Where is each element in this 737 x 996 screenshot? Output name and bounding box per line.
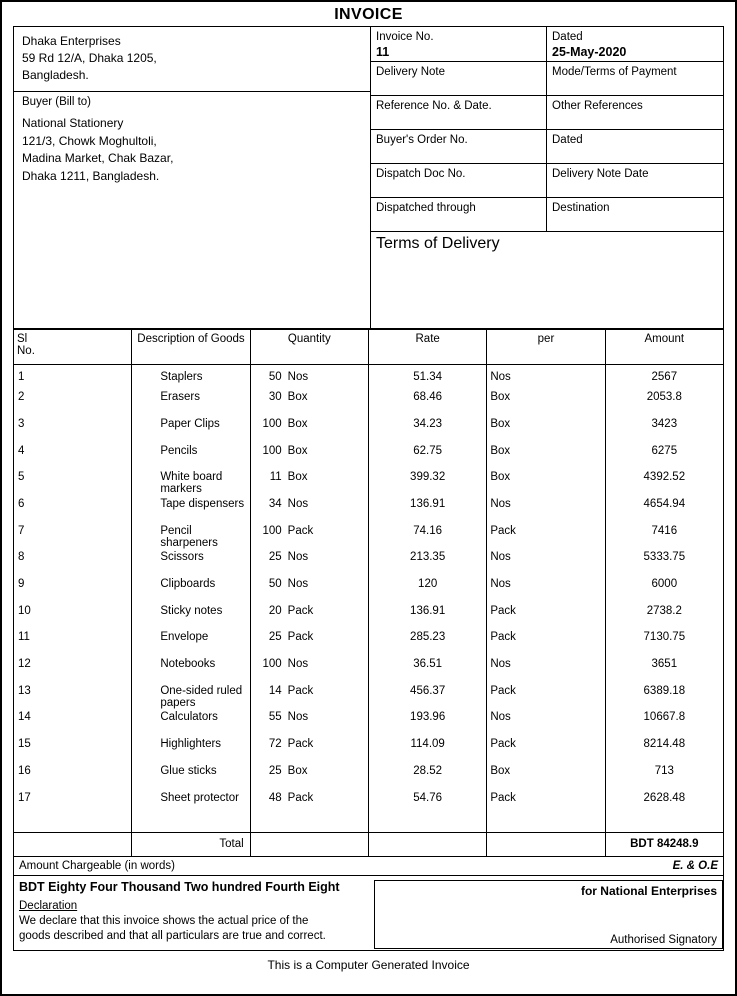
- spacer-cell-amount: [605, 818, 723, 832]
- field-buyers-order-no-label: Buyer's Order No.: [376, 134, 468, 146]
- row-quantity-unit: Box: [287, 391, 308, 404]
- row-sl-no: 8: [14, 551, 132, 578]
- reference-row-3: [371, 96, 723, 130]
- declaration-line-1: We declare that this invoice shows the actual price of the: [19, 914, 309, 927]
- row-quantity-number: 100: [262, 444, 282, 457]
- row-quantity-unit: Nos: [287, 497, 309, 510]
- row-sl-no: 10: [14, 605, 132, 632]
- row-quantity: [250, 445, 368, 472]
- field-order-dated: [547, 130, 723, 164]
- amount-chargeable-label: Amount Chargeable (in words): [19, 859, 175, 872]
- row-amount: 7130.75: [605, 631, 723, 658]
- total-cell-sl: [14, 832, 132, 856]
- row-quantity: [250, 578, 368, 605]
- buyer-address-box: [14, 92, 370, 328]
- field-invoice-no: [371, 27, 547, 62]
- table-row: [14, 658, 724, 685]
- reference-row-5: [371, 164, 723, 198]
- row-quantity-number: 25: [268, 551, 282, 564]
- row-amount: 6000: [605, 578, 723, 605]
- field-other-references: [547, 96, 723, 130]
- table-row: [14, 418, 724, 445]
- row-quantity-unit: Nos: [287, 658, 309, 671]
- row-sl-no: 17: [14, 792, 132, 819]
- row-description: Staplers: [132, 365, 250, 392]
- row-per-unit: Nos: [487, 658, 605, 685]
- line-items-header-row: [14, 330, 724, 365]
- field-delivery-note-label: Delivery Note: [376, 66, 446, 78]
- field-delivery-note-date: [547, 164, 723, 198]
- row-amount: 3423: [605, 418, 723, 445]
- total-cell-qty: [250, 832, 368, 856]
- row-quantity-unit: Box: [287, 417, 308, 430]
- row-sl-no: 14: [14, 711, 132, 738]
- row-rate: 34.23: [368, 418, 486, 445]
- row-rate: 62.75: [368, 445, 486, 472]
- total-cell-rate: [368, 832, 486, 856]
- row-quantity: [250, 391, 368, 418]
- field-terms-of-delivery: [371, 232, 723, 328]
- table-row: [14, 525, 724, 552]
- row-quantity: [250, 765, 368, 792]
- row-quantity-unit: Pack: [287, 631, 314, 644]
- page-title: INVOICE: [334, 6, 403, 23]
- row-description: Envelope: [132, 631, 250, 658]
- declaration-title: Declaration: [19, 899, 78, 912]
- row-amount: 7416: [605, 525, 723, 552]
- row-per-unit: Pack: [487, 631, 605, 658]
- table-row: [14, 365, 724, 392]
- table-row: [14, 765, 724, 792]
- row-sl-no: 1: [14, 365, 132, 392]
- table-row: [14, 578, 724, 605]
- row-quantity: [250, 631, 368, 658]
- authorised-signatory-label: Authorised Signatory: [610, 933, 717, 946]
- total-amount: BDT 84248.9: [605, 832, 723, 856]
- buyer-address-line-3: Dhaka 1211, Bangladesh.: [22, 168, 160, 183]
- row-description: Pencil sharpeners: [132, 525, 250, 552]
- column-header-per: per: [487, 330, 605, 365]
- row-quantity-number: 50: [268, 371, 282, 383]
- table-row: [14, 685, 724, 712]
- row-description: White board markers: [132, 471, 250, 498]
- column-header-sl-no: [14, 330, 132, 365]
- row-rate: 399.32: [368, 471, 486, 498]
- row-sl-no: 9: [14, 578, 132, 605]
- row-sl-no: 6: [14, 498, 132, 525]
- row-quantity-number: 11: [269, 471, 282, 484]
- row-per-unit: Pack: [487, 792, 605, 819]
- field-mode-terms-of-payment-label: Mode/Terms of Payment: [552, 66, 677, 78]
- row-per-unit: Box: [487, 418, 605, 445]
- row-quantity: [250, 551, 368, 578]
- row-rate: 285.23: [368, 631, 486, 658]
- seller-address-line-2: Bangladesh.: [22, 68, 89, 82]
- row-per-unit: Pack: [487, 525, 605, 552]
- row-rate: 114.09: [368, 738, 486, 765]
- line-items-footer: [14, 818, 724, 856]
- field-invoice-no-value: 11: [376, 45, 390, 59]
- row-amount: 713: [605, 765, 723, 792]
- row-description: Notebooks: [132, 658, 250, 685]
- row-quantity-number: 30: [268, 391, 282, 404]
- row-quantity-unit: Box: [287, 764, 308, 777]
- buyer-name: National Stationery: [22, 116, 124, 130]
- row-quantity: [250, 738, 368, 765]
- declaration-line-2: goods described and that all particulars are true and correct.: [19, 929, 326, 942]
- row-rate: 136.91: [368, 605, 486, 632]
- amount-chargeable-row: [13, 857, 724, 876]
- invoice-header-block: [13, 26, 724, 329]
- column-header-sl-line2: No.: [17, 345, 35, 357]
- row-rate: 74.16: [368, 525, 486, 552]
- row-rate: 51.34: [368, 365, 486, 392]
- row-description: Highlighters: [132, 738, 250, 765]
- row-per-unit: Nos: [487, 551, 605, 578]
- row-amount: 4392.52: [605, 471, 723, 498]
- total-label: Total: [132, 832, 250, 856]
- field-dispatched-through: [371, 198, 547, 232]
- spacer-cell-desc: [132, 818, 250, 832]
- row-amount: 6275: [605, 445, 723, 472]
- row-quantity-number: 100: [262, 658, 282, 671]
- row-per-unit: Box: [487, 391, 605, 418]
- table-row: [14, 738, 724, 765]
- field-delivery-note-date-label: Delivery Note Date: [552, 168, 649, 180]
- row-quantity-number: 72: [268, 738, 282, 751]
- field-dated-value: 25-May-2020: [552, 45, 627, 59]
- row-quantity-unit: Pack: [287, 604, 314, 617]
- field-buyers-order-no: [371, 130, 547, 164]
- row-amount: 2628.48: [605, 792, 723, 819]
- row-quantity: [250, 525, 368, 552]
- row-sl-no: 15: [14, 738, 132, 765]
- row-description: Scissors: [132, 551, 250, 578]
- invoice-footer: [13, 857, 724, 973]
- table-row: [14, 792, 724, 819]
- row-quantity-unit: Nos: [287, 578, 309, 590]
- field-dated: [547, 27, 723, 62]
- table-row: [14, 711, 724, 738]
- computer-generated-note: This is a Computer Generated Invoice: [267, 957, 470, 972]
- row-quantity-number: 20: [268, 604, 282, 617]
- row-quantity: [250, 605, 368, 632]
- row-rate: 120: [368, 578, 486, 605]
- table-row: [14, 631, 724, 658]
- spacer-cell-per: [487, 818, 605, 832]
- row-amount: 2738.2: [605, 605, 723, 632]
- table-row: [14, 471, 724, 498]
- reference-row-6: [371, 198, 723, 232]
- buyer-address-line-1: 121/3, Chowk Moghultoli,: [22, 133, 157, 148]
- row-rate: 136.91: [368, 498, 486, 525]
- row-rate: 456.37: [368, 685, 486, 712]
- row-rate: 193.96: [368, 711, 486, 738]
- declaration-and-signature: [13, 876, 724, 951]
- seller-address-line-1: 59 Rd 12/A, Dhaka 1205,: [22, 51, 157, 65]
- row-quantity-unit: Nos: [287, 711, 309, 724]
- row-quantity-number: 25: [268, 764, 282, 777]
- row-per-unit: Nos: [487, 498, 605, 525]
- row-quantity: [250, 365, 368, 392]
- parties-column: [13, 26, 370, 329]
- row-quantity-number: 48: [268, 791, 282, 804]
- row-rate: 213.35: [368, 551, 486, 578]
- signature-block: [374, 880, 723, 949]
- row-rate: 54.76: [368, 792, 486, 819]
- field-reference-no-and-date-label: Reference No. & Date.: [376, 100, 492, 112]
- reference-row-1: [371, 27, 723, 62]
- row-per-unit: Box: [487, 471, 605, 498]
- row-sl-no: 4: [14, 445, 132, 472]
- row-quantity-number: 34: [268, 497, 282, 510]
- field-dispatched-through-label: Dispatched through: [376, 202, 476, 214]
- row-sl-no: 12: [14, 658, 132, 685]
- spacer-cell-sl: [14, 818, 132, 832]
- row-amount: 2567: [605, 365, 723, 392]
- row-quantity: [250, 685, 368, 712]
- row-quantity-unit: Pack: [287, 524, 314, 537]
- row-per-unit: Pack: [487, 605, 605, 632]
- field-reference-no-and-date: [371, 96, 547, 130]
- table-row: [14, 498, 724, 525]
- row-quantity-unit: Nos: [287, 551, 309, 564]
- spacer-cell-qty: [250, 818, 368, 832]
- row-amount: 6389.18: [605, 685, 723, 712]
- declaration-block: [14, 876, 374, 950]
- reference-row-2: [371, 62, 723, 96]
- seller-address-box: [14, 27, 370, 92]
- row-description: Calculators: [132, 711, 250, 738]
- row-per-unit: Pack: [487, 685, 605, 712]
- spacer-cell-rate: [368, 818, 486, 832]
- row-quantity-unit: Box: [287, 444, 308, 457]
- field-delivery-note: [371, 62, 547, 96]
- row-quantity: [250, 711, 368, 738]
- row-per-unit: Box: [487, 445, 605, 472]
- field-terms-of-delivery-label: Terms of Delivery: [376, 235, 500, 252]
- row-quantity-number: 100: [262, 524, 282, 537]
- row-quantity-number: 100: [262, 417, 282, 430]
- row-per-unit: Box: [487, 765, 605, 792]
- total-cell-per: [487, 832, 605, 856]
- buyer-address-lines: [22, 115, 362, 185]
- row-quantity-unit: Pack: [287, 684, 314, 697]
- row-quantity-unit: Box: [287, 471, 308, 484]
- field-mode-terms-of-payment: [547, 62, 723, 96]
- row-description: Sticky notes: [132, 605, 250, 632]
- line-items-body: [14, 365, 724, 819]
- row-rate: 28.52: [368, 765, 486, 792]
- table-row: [14, 551, 724, 578]
- row-amount: 10667.8: [605, 711, 723, 738]
- row-quantity: [250, 498, 368, 525]
- row-per-unit: Nos: [487, 578, 605, 605]
- row-quantity: [250, 792, 368, 819]
- seller-name: Dhaka Enterprises: [22, 34, 121, 48]
- row-quantity: [250, 471, 368, 498]
- row-sl-no: 13: [14, 685, 132, 712]
- row-description: Glue sticks: [132, 765, 250, 792]
- buyer-address-line-2: Madina Market, Chak Bazar,: [22, 151, 174, 165]
- column-header-quantity: Quantity: [250, 330, 368, 365]
- row-description: Paper Clips: [132, 418, 250, 445]
- column-header-rate: Rate: [368, 330, 486, 365]
- column-header-amount: Amount: [605, 330, 723, 365]
- field-destination-label: Destination: [552, 202, 610, 214]
- row-quantity-number: 14: [268, 684, 282, 697]
- row-rate: 68.46: [368, 391, 486, 418]
- row-amount: 4654.94: [605, 498, 723, 525]
- row-per-unit: Nos: [487, 711, 605, 738]
- row-sl-no: 2: [14, 391, 132, 418]
- row-quantity: [250, 418, 368, 445]
- row-sl-no: 5: [14, 471, 132, 498]
- field-destination: [547, 198, 723, 232]
- field-dated-label: Dated: [552, 31, 583, 43]
- table-row: [14, 605, 724, 632]
- row-rate: 36.51: [368, 658, 486, 685]
- row-per-unit: Nos: [487, 365, 605, 392]
- field-dispatch-doc-no-label: Dispatch Doc No.: [376, 168, 466, 180]
- line-items-header: [14, 330, 724, 365]
- row-description: One-sided ruled papers: [132, 685, 250, 712]
- row-amount: 8214.48: [605, 738, 723, 765]
- reference-row-4: [371, 130, 723, 164]
- row-description: Pencils: [132, 445, 250, 472]
- row-description: Sheet protector: [132, 792, 250, 819]
- column-header-description: Description of Goods: [132, 330, 250, 365]
- errors-and-omissions-excepted: E. & O.E: [672, 859, 718, 872]
- row-amount: 5333.75: [605, 551, 723, 578]
- row-description: Erasers: [132, 391, 250, 418]
- row-description: Tape dispensers: [132, 498, 250, 525]
- column-header-sl-line1: Sl: [17, 333, 28, 345]
- amount-in-words: BDT Eighty Four Thousand Two hundred Fourth Eight: [19, 879, 340, 894]
- row-quantity-number: 25: [268, 631, 282, 644]
- row-quantity-number: 55: [268, 711, 282, 724]
- row-description: Clipboards: [132, 578, 250, 605]
- total-row: [14, 832, 724, 856]
- line-items-table: [13, 329, 724, 857]
- field-dispatch-doc-no: [371, 164, 547, 198]
- row-amount: 3651: [605, 658, 723, 685]
- table-row: [14, 445, 724, 472]
- row-quantity-unit: Pack: [287, 738, 314, 751]
- row-quantity: [250, 658, 368, 685]
- reference-fields-column: [370, 26, 724, 329]
- row-sl-no: 7: [14, 525, 132, 552]
- row-quantity-number: 50: [268, 578, 282, 590]
- field-invoice-no-label: Invoice No.: [376, 31, 434, 43]
- table-row: [14, 391, 724, 418]
- row-sl-no: 11: [14, 631, 132, 658]
- row-amount: 2053.8: [605, 391, 723, 418]
- row-sl-no: 3: [14, 418, 132, 445]
- field-order-dated-label: Dated: [552, 134, 583, 146]
- row-quantity-unit: Pack: [287, 791, 314, 804]
- field-other-references-label: Other References: [552, 100, 643, 112]
- row-quantity-unit: Nos: [287, 371, 309, 383]
- buyer-label: Buyer (Bill to): [22, 96, 92, 108]
- row-per-unit: Pack: [487, 738, 605, 765]
- signature-company-name: for National Enterprises: [580, 883, 717, 898]
- items-spacer-row: [14, 818, 724, 832]
- row-sl-no: 16: [14, 765, 132, 792]
